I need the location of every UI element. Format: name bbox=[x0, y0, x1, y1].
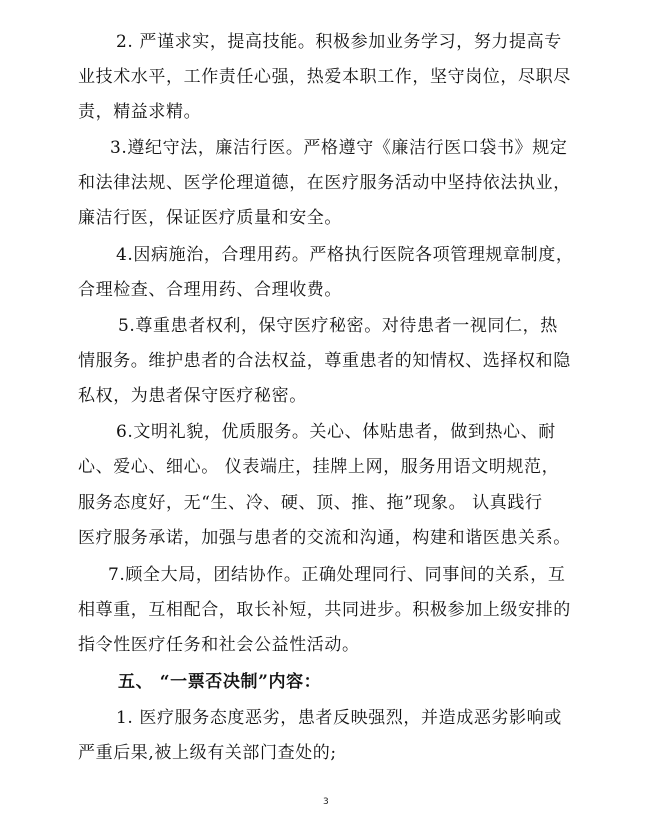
paragraph-7-line-1: 7.顾全大局，团结协作。正确处理同行、同事间的关系，互 bbox=[108, 565, 566, 585]
paragraph-7-line-2: 相尊重，互相配合，取长补短，共同进步。积极参加上级安排的 bbox=[78, 600, 571, 620]
paragraph-3-line-3: 廉洁行医，保证医疗质量和安全。 bbox=[78, 208, 342, 228]
paragraph-4-line-2: 合理检查、合理用药、合理收费。 bbox=[78, 280, 342, 300]
paragraph-7-line-3: 指令性医疗任务和社会公益性活动。 bbox=[78, 635, 360, 655]
final-paragraph-line-1: 1. 医疗服务态度恶劣，患者反映强烈，并造成恶劣影响或 bbox=[116, 708, 562, 728]
final-paragraph-line-2: 严重后果,被上级有关部门查处的; bbox=[78, 743, 337, 763]
paragraph-6-line-4: 医疗服务承诺，加强与患者的交流和沟通，构建和谐医患关系。 bbox=[78, 528, 571, 548]
paragraph-4-line-1: 4.因病施治，合理用药。严格执行医院各项管理规章制度， bbox=[116, 245, 574, 265]
paragraph-6-line-2: 心、爱心、细心。 仪表端庄，挂牌上网，服务用语文明规范， bbox=[78, 457, 560, 477]
paragraph-6-line-3: 服务态度好，无“生、冷、硬、顶、推、拖”现象。 认真践行 bbox=[78, 493, 543, 513]
paragraph-6-line-1: 6.文明礼貌，优质服务。关心、体贴患者，做到热心、耐 bbox=[116, 422, 556, 442]
paragraph-3-line-2: 和法律法规、医学伦理道德，在医疗服务活动中坚持依法执业， bbox=[78, 173, 571, 193]
paragraph-5-line-1: 5.尊重患者权利，保守医疗秘密。对待患者一视同仁，热 bbox=[118, 316, 558, 336]
paragraph-2-line-3: 责，精益求精。 bbox=[78, 102, 202, 122]
paragraph-2-line-1: 2. 严谨求实，提高技能。积极参加业务学习，努力提高专 bbox=[116, 32, 562, 52]
paragraph-3-line-1: 3.遵纪守法，廉洁行医。严格遵守《廉洁行医口袋书》规定 bbox=[110, 138, 568, 158]
page-number: 3 bbox=[323, 797, 329, 807]
paragraph-2-line-2: 业技术水平，工作责任心强，热爱本职工作，坚守岗位，尽职尽 bbox=[78, 67, 571, 87]
paragraph-5-line-2: 情服务。维护患者的合法权益，尊重患者的知情权、选择权和隐 bbox=[78, 351, 571, 371]
section-heading: 五、 “一票否决制”内容： bbox=[118, 672, 322, 692]
paragraph-5-line-3: 私权，为患者保守医疗秘密。 bbox=[78, 386, 307, 406]
